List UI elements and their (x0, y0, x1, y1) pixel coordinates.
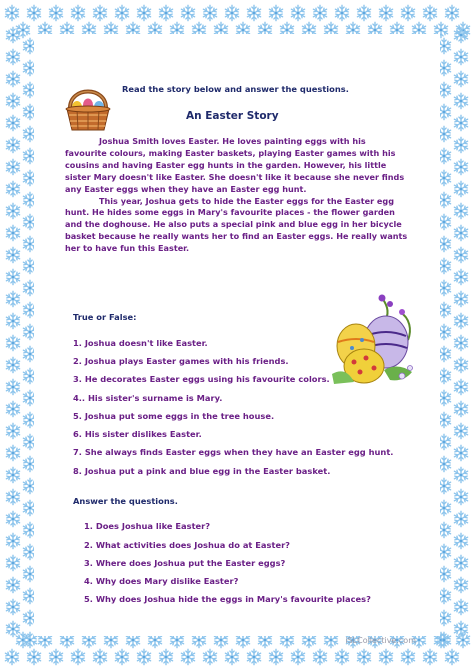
questions-heading: Answer the questions. (73, 496, 178, 506)
snowflake-icon (6, 423, 19, 438)
snowflake-icon (6, 533, 19, 548)
snowflake-icon (159, 649, 172, 664)
snowflake-icon (6, 599, 19, 614)
snowflake-icon (454, 71, 467, 86)
story-body (65, 136, 410, 255)
snowflake-icon (454, 49, 467, 64)
snowflake-icon (454, 115, 467, 130)
snowflake-icon (454, 467, 467, 482)
snowflake-icon (247, 649, 260, 664)
snowflake-icon (6, 401, 19, 416)
snowflake-icon (454, 423, 467, 438)
snowflake-icon (137, 5, 150, 20)
snowflake-icon (454, 27, 467, 42)
true-false-item: 6. His sister dislikes Easter. (73, 429, 202, 439)
snowflake-icon (137, 649, 150, 664)
snowflake-icon (203, 5, 216, 20)
snowflake-icon (423, 649, 436, 664)
snowflake-icon (115, 5, 128, 20)
snowflake-icon (313, 649, 326, 664)
snowflake-icon (6, 269, 19, 284)
snowflake-icon (6, 445, 19, 460)
snowflake-icon (335, 5, 348, 20)
question-item: 2. What activities does Joshua do at Easter? (84, 540, 290, 550)
snowflake-icon (6, 489, 19, 504)
snowflake-icon (454, 159, 467, 174)
snowflake-icon (16, 22, 29, 37)
snowflake-icon (6, 225, 19, 240)
easter-basket-icon (60, 82, 116, 134)
snowflake-icon (454, 93, 467, 108)
snowflake-icon (454, 269, 467, 284)
snowflake-icon (93, 5, 106, 20)
snowflake-icon (454, 533, 467, 548)
easter-eggs-icon (324, 292, 426, 392)
instruction-text: Read the story below and answer the questions. (122, 84, 349, 94)
snowflake-icon (454, 577, 467, 592)
snowflake-icon (445, 649, 458, 664)
snowflake-icon (454, 291, 467, 306)
snowflake-icon (423, 5, 436, 20)
snowflake-icon (6, 159, 19, 174)
true-false-item: 4.. His sister's surname is Mary. (73, 393, 223, 403)
snowflake-icon (454, 489, 467, 504)
story-title: An Easter Story (186, 110, 279, 122)
snowflake-icon (6, 379, 19, 394)
snowflake-icon (6, 621, 19, 636)
snowflake-icon (313, 5, 326, 20)
snowflake-icon (6, 335, 19, 350)
snowflake-icon (93, 649, 106, 664)
snowflake-icon (6, 511, 19, 526)
snowflake-icon (454, 137, 467, 152)
snowflake-icon (6, 577, 19, 592)
snowflake-icon (454, 335, 467, 350)
story-paragraph: Joshua Smith loves Easter. He loves painting eggs with his favourite colours, making Easter baskets, playing Easter games with his cousins and having Easter egg hunts in the garden. However, his little sister Mary doesn't like Easter. She doesn't like it because she never finds any Easter eggs when they have an Easter egg hunt. (65, 136, 405, 194)
snowflake-icon (27, 649, 40, 664)
snowflake-icon (6, 203, 19, 218)
snowflake-icon (454, 445, 467, 460)
snowflake-icon (291, 5, 304, 20)
snowflake-icon (454, 181, 467, 196)
true-false-item: 3. He decorates Easter eggs using his favourite colors. (73, 374, 330, 384)
snowflake-icon (247, 5, 260, 20)
snowflake-icon (27, 5, 40, 20)
true-false-heading: True or False: (73, 312, 137, 322)
snowflake-icon (115, 649, 128, 664)
true-false-item: 8. Joshua put a pink and blue egg in the Easter basket. (73, 466, 331, 476)
snowflake-icon (454, 357, 467, 372)
snowflake-icon (71, 5, 84, 20)
snowflake-icon (6, 181, 19, 196)
snowflake-icon (6, 555, 19, 570)
snowflake-icon (5, 5, 18, 20)
snowflake-icon (6, 291, 19, 306)
snowflake-icon (401, 649, 414, 664)
snowflake-icon (6, 71, 19, 86)
snowflake-icon (6, 247, 19, 262)
snowflake-icon (454, 401, 467, 416)
snowflake-icon (445, 5, 458, 20)
snowflake-icon (5, 649, 18, 664)
true-false-item: 7. She always finds Easter eggs when they have an Easter egg hunt. (73, 447, 394, 457)
snowflake-icon (454, 511, 467, 526)
snowflake-icon (6, 115, 19, 130)
snowflake-icon (454, 555, 467, 570)
snowflake-icon (49, 649, 62, 664)
question-item: 5. Why does Joshua hide the eggs in Mary's favourite places? (84, 594, 371, 604)
true-false-item: 1. Joshua doesn't like Easter. (73, 338, 208, 348)
snowflake-icon (335, 649, 348, 664)
snowflake-icon (159, 5, 172, 20)
snowflake-icon (454, 313, 467, 328)
question-item: 3. Where does Joshua put the Easter eggs? (84, 558, 286, 568)
snowflake-icon (379, 5, 392, 20)
snowflake-icon (401, 5, 414, 20)
snowflake-icon (454, 599, 467, 614)
snowflake-icon (291, 649, 304, 664)
snowflake-icon (6, 49, 19, 64)
snowflake-icon (269, 649, 282, 664)
snowflake-icon (454, 203, 467, 218)
snowflake-icon (6, 313, 19, 328)
snowflake-icon (454, 247, 467, 262)
true-false-item: 2. Joshua plays Easter games with his friends. (73, 356, 289, 366)
snowflake-icon (49, 5, 62, 20)
snowflake-icon (225, 5, 238, 20)
snowflake-icon (225, 649, 238, 664)
snowflake-icon (6, 467, 19, 482)
story-paragraph: This year, Joshua gets to hide the Easter eggs for the Easter egg hunt. He hides some eggs in Mary's favourite places - the flower garden and the doghouse. He also puts a special pink and blue egg in her bicycle basket because he really wants her to find an Easter eggs. He really wants her to have fun this Easter. (65, 195, 408, 254)
snowflake-icon (454, 379, 467, 394)
snowflake-icon (71, 649, 84, 664)
snowflake-icon (6, 93, 19, 108)
snowflake-icon (357, 649, 370, 664)
snowflake-icon (6, 27, 19, 42)
snowflake-icon (6, 357, 19, 372)
snowflake-icon (269, 5, 282, 20)
snowflake-icon (181, 5, 194, 20)
true-false-item: 5. Joshua put some eggs in the tree house. (73, 411, 275, 421)
snowflake-icon (181, 649, 194, 664)
snowflake-icon (357, 5, 370, 20)
snowflake-icon (379, 649, 392, 664)
watermark-text: iSLCollective.com (345, 636, 416, 645)
snowflake-icon (454, 225, 467, 240)
question-item: 4. Why does Mary dislike Easter? (84, 576, 239, 586)
question-item: 1. Does Joshua like Easter? (84, 521, 211, 531)
snowflake-icon (6, 137, 19, 152)
snowflake-icon (203, 649, 216, 664)
